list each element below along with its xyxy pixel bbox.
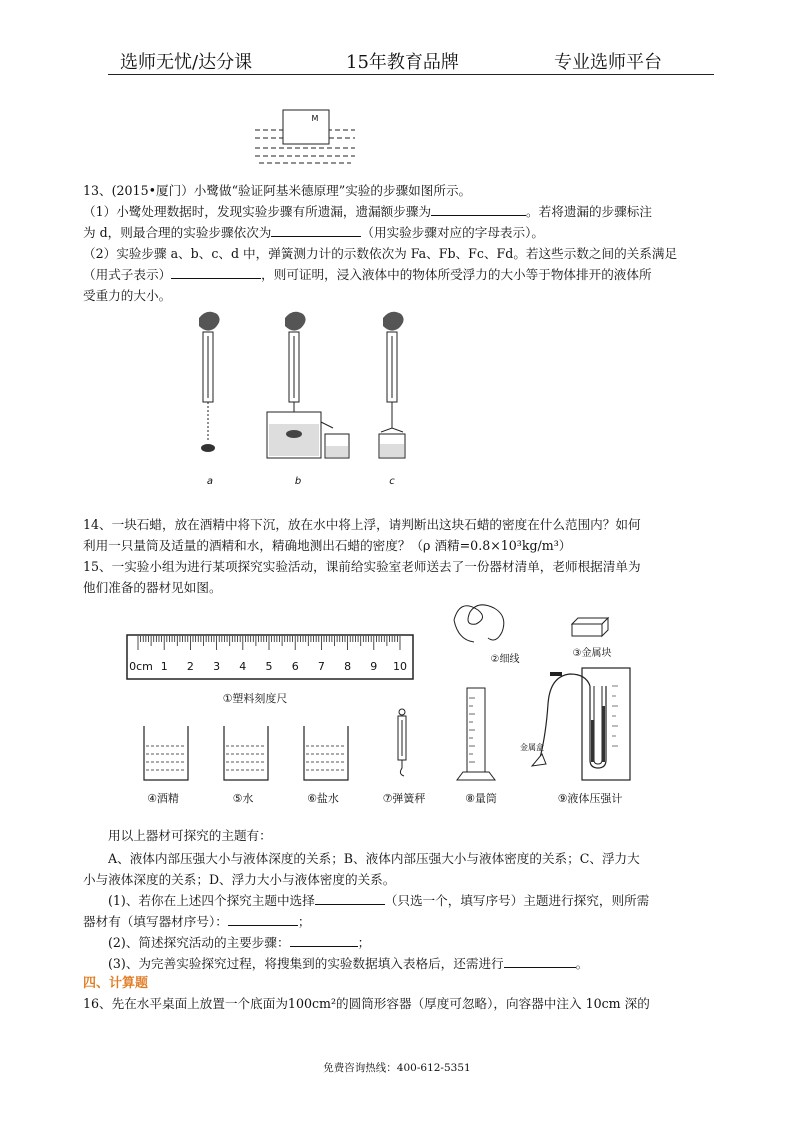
- label-block: ③金属块: [572, 648, 612, 659]
- ruler-tick-label: 10: [393, 660, 407, 673]
- q15-text4a: (1)、若你在上述四个探究主题中选择: [108, 893, 315, 908]
- graduated-cylinder-figure: [455, 686, 497, 782]
- fig-label-b: b: [294, 476, 302, 487]
- q15-text5: [83, 912, 713, 932]
- spring-scale-b: [267, 312, 349, 458]
- beakers-figure: [136, 724, 376, 782]
- label-water: ⑤水: [232, 792, 254, 805]
- block-m-label: M: [311, 114, 319, 123]
- q13-line3: [83, 223, 713, 243]
- spring-scale-a: [199, 312, 220, 452]
- answer-blank[interactable]: [271, 236, 361, 237]
- label-saltwater: ⑥盐水: [307, 792, 339, 805]
- q13-line2: [83, 202, 713, 222]
- ruler-tick-label: 5: [265, 660, 273, 673]
- ruler-figure: [126, 634, 416, 682]
- label-thread: ②细线: [490, 654, 520, 665]
- q15-text4b: （只选一个，填写序号）主题进行探究，则所需: [384, 893, 650, 908]
- answer-blank[interactable]: [504, 967, 576, 968]
- thread-figure: [448, 600, 528, 648]
- q15-line1: 15、一实验小组为进行某项探究实验活动，课前给实验室老师送去了一份器材清单，老师根据清单为: [83, 559, 641, 574]
- q15-text1: 用以上器材可探究的主题有：: [108, 828, 272, 843]
- metal-block-figure: [570, 616, 610, 638]
- answer-blank[interactable]: [171, 278, 261, 279]
- header-right: 专业选师平台: [554, 52, 662, 73]
- footer-hotline: 免费咨询热线：400-612-5351: [323, 1062, 471, 1074]
- header-center: 15年教育品牌: [346, 52, 459, 73]
- ruler-tick-label: 4: [239, 660, 247, 673]
- q15-text6b: ；: [357, 935, 371, 950]
- q15-text3: 小与液体深度的关系；D、浮力大小与液体密度的关系。: [83, 872, 396, 887]
- q15-text7a: (3)、为完善实验探究过程，将搜集到的实验数据填入表格后，还需进行: [108, 956, 504, 971]
- figure-block-in-liquid: [255, 110, 355, 165]
- q13-line2a: （1）小鹭处理数据时，发现实验步骤有所遗漏，遗漏额步骤为: [83, 204, 432, 219]
- q13-line6: 受重力的大小。: [83, 288, 172, 303]
- section-heading: 四、计算题: [83, 976, 149, 991]
- q15-text2: A、液体内部压强大小与液体深度的关系；B、液体内部压强大小与液体密度的关系；C、浮力大: [108, 851, 640, 866]
- label-manometer: ⑨液体压强计: [557, 792, 623, 805]
- q14-line1: 14、一块石蜡，放在酒精中将下沉，放在水中将上浮，请判断出这块石蜡的密度在什么范围内？如何: [83, 517, 641, 532]
- answer-blank[interactable]: [315, 904, 385, 905]
- q13-line5a: （用式子表示）: [83, 267, 172, 282]
- q13-line5: [83, 265, 713, 285]
- ruler-tick-label: 2: [186, 660, 194, 673]
- q15-text4: [108, 891, 738, 911]
- ruler-tick-label: 8: [344, 660, 352, 673]
- ruler-tick-label: 3: [213, 660, 221, 673]
- q15-text5b: ；: [297, 914, 311, 929]
- ruler-tick-label: 9: [370, 660, 378, 673]
- ruler-tick-label: 0cm: [129, 660, 153, 673]
- q15-text5a: 器材有（填写器材序号）：: [83, 914, 228, 929]
- label-ruler: ①塑料刻度尺: [222, 692, 288, 705]
- q14-line2: 利用一只量筒及适量的酒精和水，精确地测出石蜡的密度？（ρ 酒精=0.8×10³kg/m³）: [83, 538, 572, 553]
- label-cylinder: ⑧量筒: [465, 792, 497, 805]
- fig-label-a: a: [206, 476, 214, 487]
- answer-blank[interactable]: [290, 946, 358, 947]
- fig-label-c: c: [389, 476, 395, 487]
- q15-text7: [108, 954, 738, 974]
- ruler-tick-label: 6: [291, 660, 299, 673]
- ruler-tick-label: 7: [317, 660, 325, 673]
- q13-line4: （2）实验步骤 a、b、c、d 中，弹簧测力计的示数依次为 Fa、Fb、Fc、Fd。若这些示数之间的关系满足: [83, 246, 678, 261]
- q15-text6: [108, 933, 738, 953]
- q13-line1: 13、(2015•厦门）小鹭做“验证阿基米德原理”实验的步骤如图所示。: [83, 183, 472, 198]
- answer-blank[interactable]: [431, 215, 526, 216]
- q13-line2b: 。若将遗漏的步骤标注: [526, 204, 652, 219]
- ruler-tick-label: 1: [160, 660, 168, 673]
- q13-line3b: （用实验步骤对应的字母表示）。: [361, 225, 544, 240]
- spring-balance-figure: [394, 708, 410, 778]
- q15-text7b: 。: [575, 956, 589, 971]
- figure-spring-scales: [185, 310, 425, 470]
- label-metal-box: 金属盒: [520, 743, 544, 752]
- label-spring: ⑦弹簧秤: [382, 792, 426, 805]
- q15-text6a: (2)、简述探究活动的主要步骤：: [108, 935, 290, 950]
- header-left: 选师无忧/达分课: [120, 52, 253, 73]
- q16-line1: 16、先在水平桌面上放置一个底面为100cm²的圆筒形容器（厚度可忽略），向容器中注入 10cm 深的: [83, 996, 650, 1011]
- q15-line2: 他们准备的器材见如图。: [83, 580, 222, 595]
- manometer-figure: [528, 666, 634, 782]
- label-alcohol: ④酒精: [147, 792, 179, 805]
- spring-scale-c: [379, 312, 405, 458]
- page-header: [108, 48, 714, 75]
- answer-blank[interactable]: [228, 925, 298, 926]
- q13-line3a: 为 d，则最合理的实验步骤依次为: [83, 225, 272, 240]
- q13-line5b: ，则可证明，浸入液体中的物体所受浮力的大小等于物体排开的液体所: [261, 267, 652, 282]
